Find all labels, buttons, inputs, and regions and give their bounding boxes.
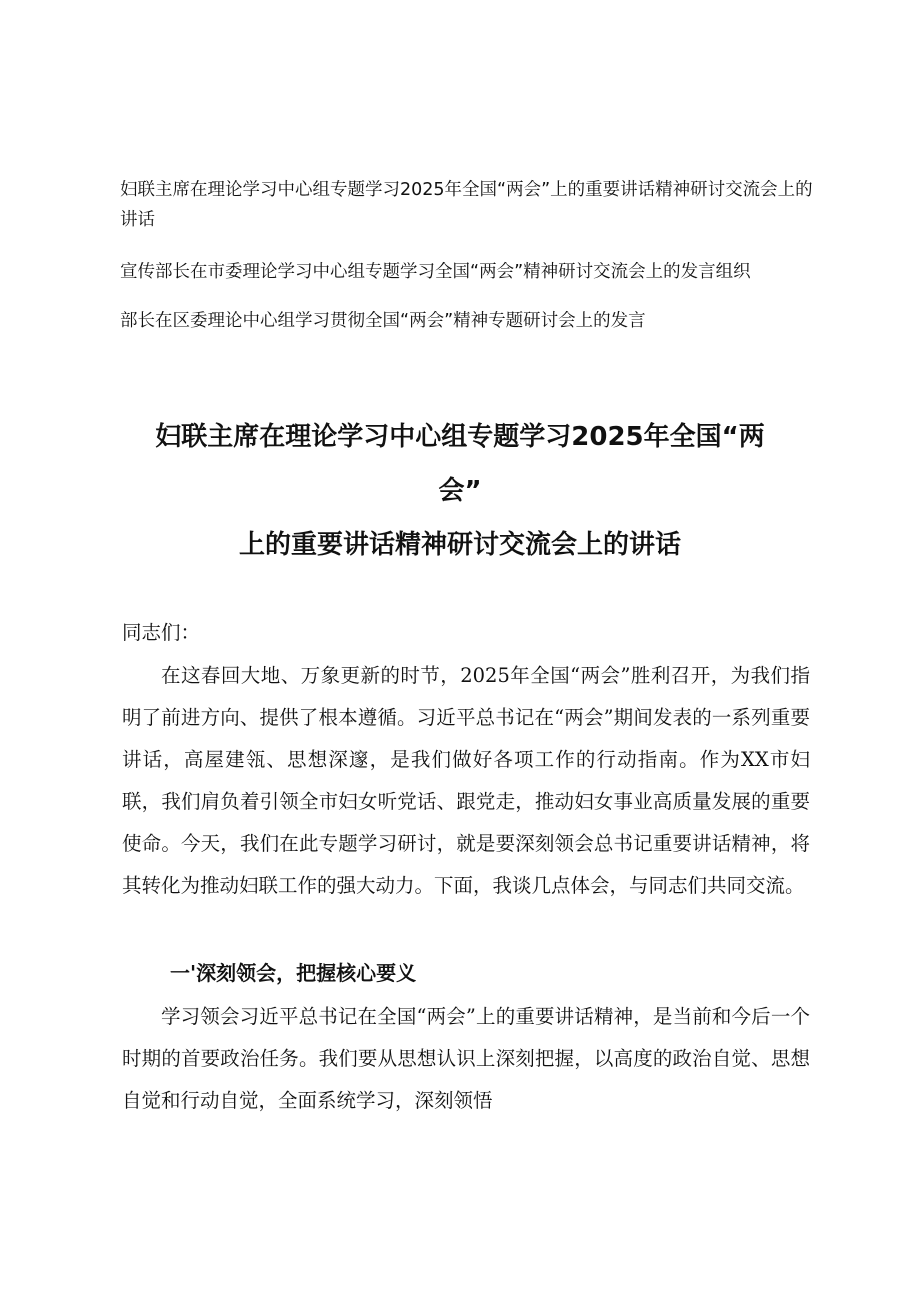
section-heading-1: 一'深刻领会，把握核心要义 [170, 961, 417, 985]
title-line-3: 上的重要讲话精神研讨交流会上的讲话 [238, 530, 681, 560]
toc-item-1: 妇联主席在理论学习中心组专题学习2025年全国“两会”上的重要讲话精神研讨交流会上的讲话 [120, 180, 813, 230]
title-line-2: 会” [438, 476, 482, 506]
title-line-1: 妇联主席在理论学习中心组专题学习2025年全国“两 [155, 422, 765, 452]
greeting: 同志们： [122, 621, 201, 644]
toc-item-3: 部长在区委理论中心组学习贯彻全国“两会”精神专题研讨会上的发言 [120, 311, 646, 331]
paragraph-1: 在这春回大地、万象更新的时节，2025年全国“两会”胜利召开，为我们指明了前进方向、提供了根本遵循。习近平总书记在“两会”期间发表的一系列重要讲话，高屋建瓴、思想深邃，是我们做好各项工作的行动指南。作为XX市妇联，我们肩负着引领全市妇女听党话、跟党走，推动妇女事业高质量发展的重要使命。今天，我们在此专题学习研讨，就是要深刻领会总书记重要讲话精神，将其转化为推动妇联工作的强大动力。下面，我谈几点体会，与同志们共同交流。 [122, 664, 810, 897]
document-title [110, 410, 810, 572]
paragraph-2: 学习领会习近平总书记在全国“两会”上的重要讲话精神，是当前和今后一个时期的首要政治任务。我们要从思想认识上深刻把握，以高度的政治自觉、思想自觉和行动自觉，全面系统学习，深刻领悟 [122, 1005, 810, 1112]
toc-item-2: 宣传部长在市委理论学习中心组专题学习全国“两会”精神研讨交流会上的发言组织 [120, 262, 751, 282]
